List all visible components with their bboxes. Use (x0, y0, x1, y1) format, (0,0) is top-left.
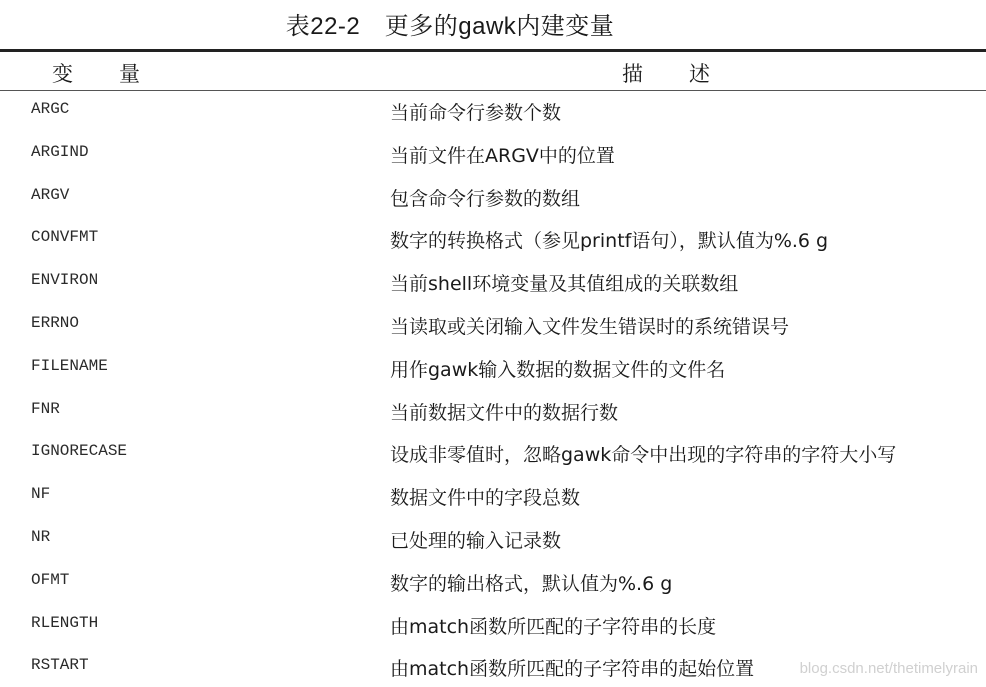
variable-description: 由match函数所匹配的子字符串的长度 (390, 615, 717, 638)
table-body (0, 88, 986, 687)
variable-name: NF (31, 485, 51, 504)
watermark: blog.csdn.net/thetimelyrain (799, 660, 978, 677)
table-row (0, 88, 986, 131)
table-top-rule (0, 49, 986, 52)
table-row (0, 516, 986, 559)
table-row (0, 388, 986, 431)
variable-description: 当前shell环境变量及其值组成的关联数组 (390, 273, 739, 296)
variable-description: 数据文件中的字段总数 (390, 487, 581, 510)
variable-description: 已处理的输入记录数 (390, 529, 562, 552)
table-row (0, 345, 986, 388)
variable-name: ENVIRON (31, 271, 99, 290)
variable-name: ARGC (31, 100, 70, 118)
variable-name: ERRNO (31, 313, 80, 332)
table-row (0, 131, 986, 174)
table-row (0, 259, 986, 302)
variable-name: FILENAME (31, 356, 108, 375)
table-row (0, 216, 986, 259)
column-header-description: 描述 (622, 63, 756, 86)
variable-description: 当前命令行参数个数 (390, 102, 562, 124)
table-row (0, 559, 986, 602)
variable-description: 当前数据文件中的数据行数 (390, 401, 619, 424)
variable-name: RLENGTH (31, 613, 99, 632)
variable-description: 设成非零值时，忽略gawk命令中出现的字符串的字符大小写 (390, 444, 897, 467)
column-header-variable: 变量 (52, 63, 186, 86)
variable-name: ARGV (31, 185, 70, 204)
variable-name: CONVFMT (31, 228, 99, 247)
variable-name: FNR (31, 399, 60, 418)
table-row (0, 174, 986, 217)
table-row (0, 302, 986, 345)
variable-description: 数字的转换格式（参见printf语句），默认值为%.6 g (390, 230, 829, 253)
variable-name: RSTART (31, 656, 89, 675)
variable-name: IGNORECASE (31, 442, 128, 461)
variable-name: NR (31, 527, 51, 546)
table-row (0, 430, 986, 473)
variable-description: 由match函数所匹配的子字符串的起始位置 (390, 658, 755, 681)
variable-description: 当读取或关闭输入文件发生错误时的系统错误号 (390, 315, 790, 338)
variable-description: 用作gawk输入数据的数据文件的文件名 (390, 358, 726, 381)
variable-description: 数字的输出格式，默认值为%.6 g (390, 572, 673, 595)
table-row (0, 473, 986, 516)
table-caption: 表22-2 更多的gawk内建变量 (285, 13, 615, 40)
variable-name: ARGIND (31, 142, 89, 161)
variable-description: 包含命令行参数的数组 (390, 187, 581, 210)
variable-name: OFMT (31, 570, 70, 589)
variable-description: 当前文件在ARGV中的位置 (390, 144, 615, 167)
table-header-row (0, 55, 986, 89)
table-row (0, 602, 986, 645)
